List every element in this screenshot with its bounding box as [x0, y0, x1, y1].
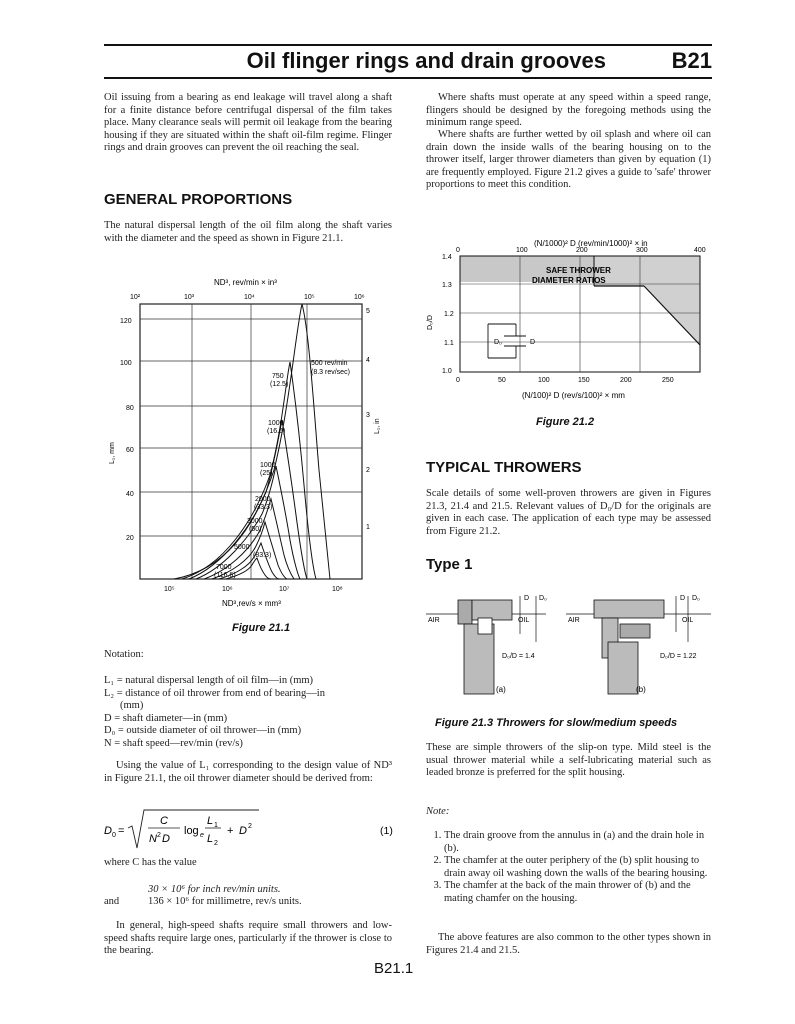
svg-text:C: C — [160, 815, 168, 827]
fig2-bottom-tick: 50 — [498, 377, 506, 384]
fig1-y-right-label: L₁, in — [374, 418, 381, 434]
svg-text:2: 2 — [248, 823, 252, 830]
svg-text:2: 2 — [157, 832, 161, 839]
notes-list — [426, 830, 711, 906]
right-paragraph-2: Where shafts are further wetted by oil splash and where oil can drain down the inside walls of the bearing housing on to the thrower itself, larger thrower diameters than given by equation (1) are frequently employed. Figure 21.2 gives a guide to 'safe' thrower proportions to meet this condition. — [426, 129, 711, 191]
fig1-left-tick: 60 — [126, 447, 134, 454]
page-title: Oil flinger rings and drain grooves — [246, 48, 606, 73]
fig1-bottom-label: ND³,rev/s × mm³ — [222, 599, 281, 608]
curve-label: (116.6) — [214, 572, 236, 579]
svg-text:D: D — [162, 833, 170, 845]
fig2-bottom-formula: (N/100)² D (rev/s/100)² × mm — [522, 391, 625, 400]
fig1-right-tick: 3 — [366, 412, 370, 419]
curve-label: 1000 — [260, 462, 276, 469]
curve-label: 2000 — [255, 496, 271, 503]
curve-1000 — [189, 420, 307, 579]
fig2-region-label-2: DIAMETER RATIOS — [532, 276, 606, 285]
notation-item: N = shaft speed—rev/min (rev/s) — [104, 737, 243, 749]
fig3-label-b: (b) — [636, 685, 646, 694]
fig1-top-tick: 10⁴ — [244, 294, 255, 301]
curve-label: (8.3 rev/sec) — [311, 369, 350, 376]
fig2-top-tick: 400 — [694, 247, 706, 254]
note-item: 2. The chamfer at the outer periphery of the (b) split housing to drain away oil washing down the walls of the bearing housing. — [444, 855, 711, 880]
fig2-bottom-tick: 200 — [620, 377, 632, 384]
fig1-left-tick: 20 — [126, 535, 134, 542]
fig2-top-formula: (N/1000)² D (rev/min/1000)² × in — [534, 239, 648, 248]
notation-item: D₀ = outside diameter of oil thrower—in (mm) — [104, 725, 302, 737]
general2-paragraph: In general, high-speed shafts require small throwers and low-speed shafts require large ones, particularly if the thrower is close to the bearing. — [104, 920, 392, 957]
fig1-curves — [174, 304, 330, 579]
equation-1 — [104, 806, 394, 856]
fig2-top-tick: 0 — [456, 247, 460, 254]
section-code: B21 — [671, 48, 712, 73]
svg-text:log: log — [184, 825, 199, 837]
fig2-bottom-tick: 250 — [662, 377, 674, 384]
svg-text:=: = — [118, 825, 125, 837]
heading-type-1: Type 1 — [426, 556, 473, 573]
fig1-left-tick: 100 — [120, 360, 132, 367]
fig2-bottom-tick: 0 — [456, 377, 460, 384]
header-rule-top — [104, 44, 712, 46]
equation-number: (1) — [380, 825, 393, 837]
fig2-region-label-1: SAFE THROWER — [546, 266, 611, 275]
fig1-bottom-tick: 10⁷ — [279, 586, 290, 593]
notation-label: Notation: — [104, 649, 144, 660]
fig1-left-tick: 40 — [126, 491, 134, 498]
figure-21-1-caption: Figure 21.1 — [232, 622, 291, 634]
fig1-bottom-tick: 10⁸ — [332, 586, 343, 593]
common-paragraph: The above features are also common to the other types shown in Figures 21.4 and 21.5. — [426, 932, 711, 956]
heading-typical-throwers: TYPICAL THROWERS — [426, 459, 582, 476]
fig3-air-b: AIR — [568, 617, 580, 624]
fig1-top-tick: 10² — [130, 294, 141, 301]
fig1-bottom-tick: 10⁶ — [222, 586, 233, 593]
figure-21-2-chart — [426, 232, 711, 414]
and-text: and — [104, 896, 120, 907]
fig3-d0-b: D₀ — [692, 595, 700, 602]
svg-text:L: L — [207, 815, 214, 827]
fig3-air-a: AIR — [428, 617, 440, 624]
fig1-right-tick: 4 — [366, 357, 370, 364]
fig1-top-tick: 10⁶ — [354, 294, 365, 301]
figure-21-1-chart — [104, 270, 394, 615]
svg-text:2: 2 — [214, 840, 218, 847]
curve-label: 3000 — [247, 518, 263, 525]
notation-item: (mm) — [120, 700, 144, 712]
fig2-top-tick: 200 — [576, 247, 588, 254]
curve-label: (33.3) — [254, 504, 273, 511]
svg-text:D: D — [104, 825, 112, 837]
fig2-d: D — [530, 339, 536, 346]
fig1-top-label: ND³, rev/min × in³ — [214, 278, 277, 287]
fig1-right-tick: 1 — [366, 524, 370, 531]
svg-text:N: N — [149, 833, 157, 845]
fig1-left-tick: 80 — [126, 405, 134, 412]
fig1-y-left-label: L₁, mm — [109, 442, 116, 464]
fig2-bottom-tick: 150 — [578, 377, 590, 384]
curve-label: (83.3) — [253, 552, 272, 559]
typical-paragraph: Scale details of some well-proven throwers are given in Figures 21.3, 21.4 and 21.5. Relevant values of D₀/D for the originals are given in each case. The application of each type may be assessed from Figure 21.2. — [426, 488, 711, 537]
fig2-top-tick: 300 — [636, 247, 648, 254]
curve-label: (50) — [249, 526, 262, 533]
curve-label: (12.5) — [270, 381, 289, 388]
fig2-y-tick: 1.1 — [444, 340, 454, 347]
note-label: Note: — [426, 806, 450, 817]
svg-text:D: D — [239, 825, 247, 837]
fig3-oil-a: OIL — [518, 617, 530, 624]
fig3-ratio-b: D₀/D = 1.22 — [660, 653, 697, 660]
heading-general-proportions: GENERAL PROPORTIONS — [104, 191, 293, 208]
using-paragraph: Using the value of L₁ corresponding to the design value of ND³ in Figure 21.1, the oil thrower diameter should be derived from: — [104, 760, 392, 784]
fig2-y-tick: 1.2 — [444, 311, 454, 318]
fig1-left-tick: 120 — [120, 318, 132, 325]
fig2-top-tick: 100 — [516, 247, 528, 254]
fig1-bottom-tick: 10⁵ — [164, 586, 175, 593]
fig3-d0-a: D₀ — [539, 595, 547, 602]
c-value-inch: 30 × 10⁶ for inch rev/min units. — [148, 884, 281, 895]
notation-item: L₂ = distance of oil thrower from end of bearing—in — [104, 687, 325, 699]
note-item: 3. The chamfer at the back of the main thrower of (b) and the mating chamfer on the housing. — [444, 880, 711, 905]
curve-500 — [174, 304, 330, 579]
curve-label: 5000 — [234, 544, 250, 551]
figure-21-3-caption: Figure 21.3 Throwers for slow/medium speeds — [435, 717, 678, 729]
fig1-top-tick: 10³ — [184, 294, 195, 301]
svg-text:+: + — [227, 825, 234, 837]
figure-21-3-drawing — [426, 586, 711, 704]
fig2-y-tick: 1.4 — [442, 254, 452, 261]
intro-paragraph: Oil issuing from a bearing as end leakage will travel along a shaft for a finite distance before centrifugal dispersal of the film takes place. Many clearance seals will permit oil leakage from the bearing housing if they are situated within the shaft oil-film regime. Flinger rings and drain grooves can prevent the oil reaching the seal. — [104, 92, 392, 154]
right-paragraph-1: Where shafts must operate at any speed within a speed range, flingers should be designed by the foregoing methods using the minimum range speed. — [426, 92, 711, 129]
svg-text:1: 1 — [214, 822, 218, 829]
fig3-d-a: D — [524, 595, 530, 602]
curve-label: (16.6) — [267, 428, 286, 435]
fig3-label-a: (a) — [496, 685, 506, 694]
fig3-ratio-a: D₀/D = 1.4 — [502, 653, 535, 660]
curve-label: 500 rev/min — [311, 360, 348, 367]
fig2-bottom-tick: 100 — [538, 377, 550, 384]
where-text: where C has the value — [104, 857, 197, 868]
note-item: 1. The drain groove from the annulus in (a) and the drain hole in (b). — [444, 830, 711, 855]
page-number: B21.1 — [374, 960, 414, 977]
fig2-y-label: D₀/D — [427, 315, 434, 330]
fig1-grid — [140, 304, 362, 579]
fig3-d-b: D — [680, 595, 686, 602]
fig1-right-tick: 2 — [366, 467, 370, 474]
notation-list — [104, 675, 392, 751]
figure-21-2-caption: Figure 21.2 — [536, 416, 595, 428]
general-paragraph: The natural dispersal length of the oil film along the shaft varies with the diameter and the speed as shown in Figure 21.1. — [104, 220, 392, 244]
svg-text:0: 0 — [112, 832, 116, 839]
notation-item: L₁ = natural dispersal length of oil film—in (mm) — [104, 675, 314, 686]
curve-label: 1000 — [268, 420, 284, 427]
fig3-oil-b: OIL — [682, 617, 694, 624]
simple-throwers-paragraph: These are simple throwers of the slip-on type. Mild steel is the usual thrower material while a self-lubricating material such as leaded bronze is preferred for the split housing. — [426, 742, 711, 779]
svg-text:L: L — [207, 833, 214, 845]
curve-label: 7000 — [216, 564, 232, 571]
thrower-b — [566, 596, 711, 694]
curve-label: (25) — [260, 470, 273, 477]
fig2-y-tick: 1.0 — [442, 368, 452, 375]
fig1-top-tick: 10⁵ — [304, 294, 315, 301]
fig2-y-tick: 1.3 — [442, 282, 452, 289]
header-rule-bottom — [104, 77, 712, 79]
svg-text:e: e — [200, 832, 204, 839]
curve-label: 750 — [272, 373, 284, 380]
thrower-a — [426, 596, 546, 694]
c-value-mm: 136 × 10⁶ for millimetre, rev/s units. — [148, 896, 302, 907]
fig2-d0: D₀ — [494, 339, 502, 346]
fig1-right-tick: 5 — [366, 308, 370, 315]
notation-item: D = shaft diameter—in (mm) — [104, 712, 228, 724]
